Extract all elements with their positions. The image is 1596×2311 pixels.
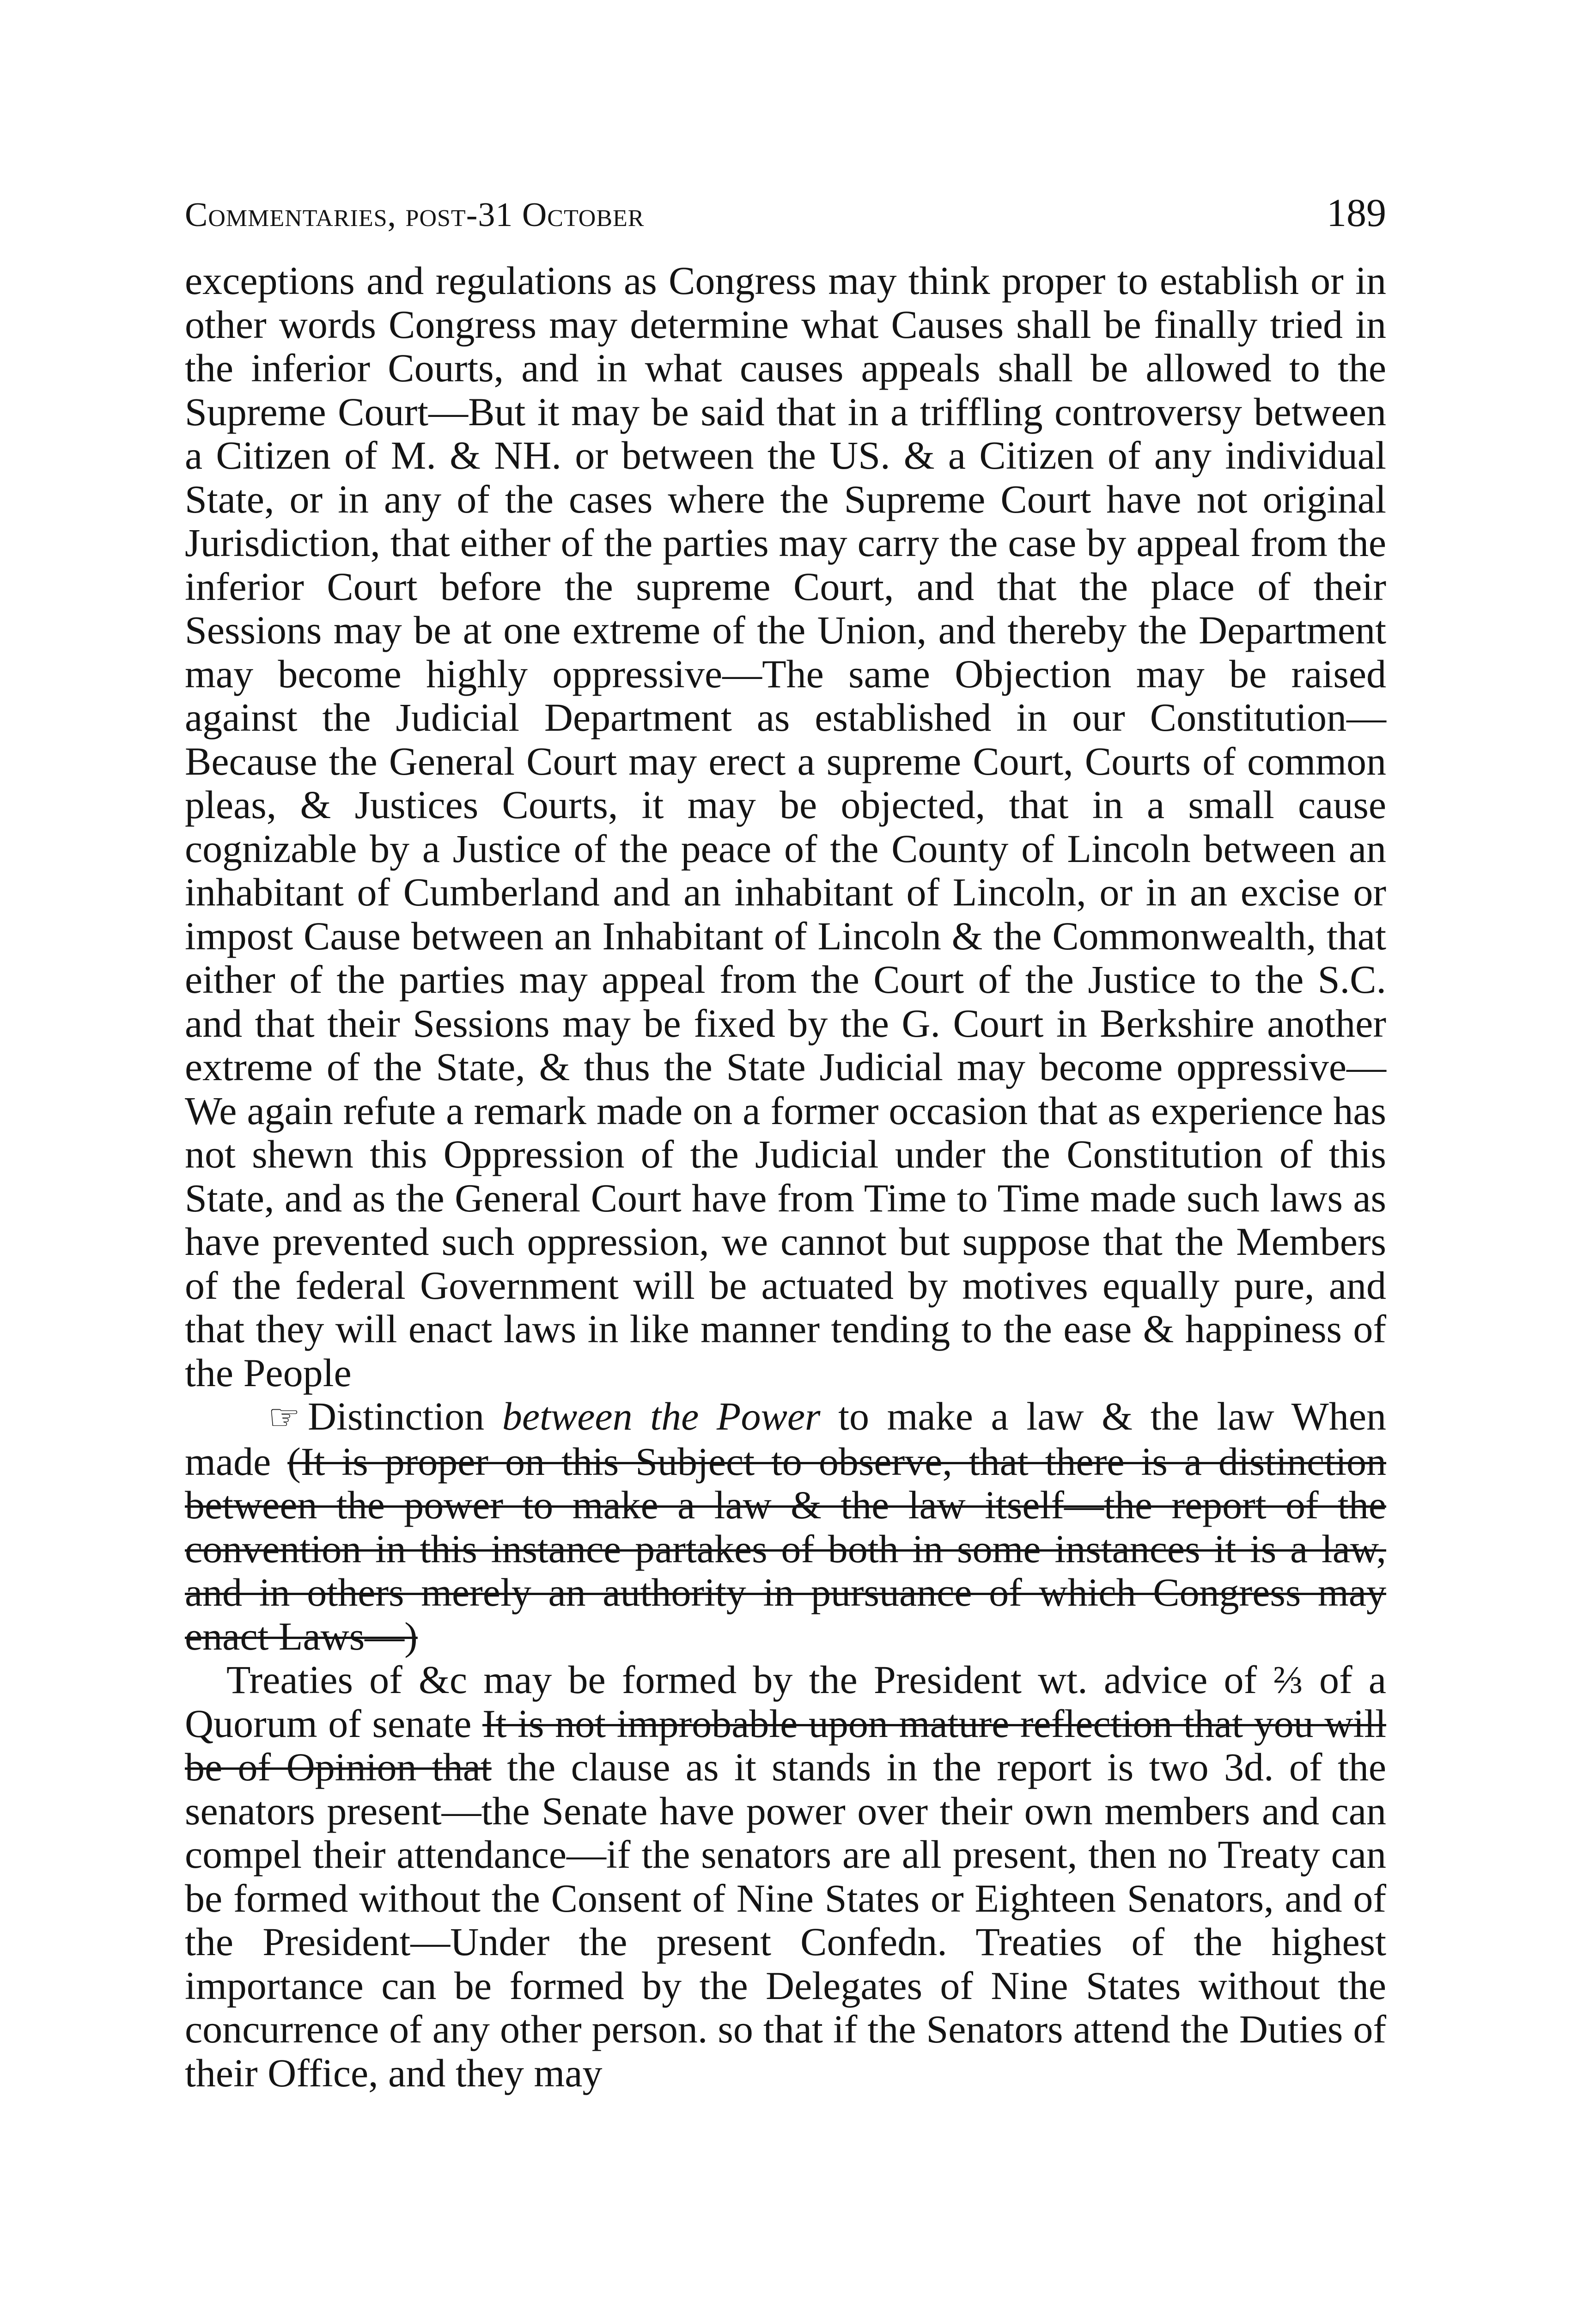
paragraph-2-italic: between the Power [502,1394,821,1438]
page [185,190,1386,2095]
pointing-hand-icon: ☞ [268,1397,300,1437]
paragraph-2-lead: Distinction [307,1394,485,1438]
paragraph-2-rest: to make a law & the law When made [185,1394,1387,1484]
page-number: 189 [1327,190,1386,235]
body-text [185,259,1386,2095]
running-title: Commentaries, post-31 October [185,196,645,234]
running-head [185,190,1386,259]
paragraph-2 [185,1394,1386,1658]
paragraph-3-start: Treaties of &c may be formed by the President wt. advice of ⅔ of a Quorum of senate [185,1657,1386,1746]
paragraph-3-struck-text: It is not improbable upon mature reflection that you will be of Opinion that [185,1701,1387,1789]
paragraph-1: exceptions and regulations as Congress may think proper to establish or in other words Congress may determine what Causes shall be finally tried in the inferior Courts, and in what causes appeals shall be allowed to the Supreme Court—But it may be said that in a triffling controversy between a Citizen of M. & NH. or between the US. & a Citizen of any individual State, or in any of the cases where the Supreme Court have not original Jurisdiction, that either of the parties may carry the case by appeal from the inferior Court before the supreme Court, and that the place of their Sessions may be at one extreme of the Union, and thereby the Department may become highly oppressive—The same Objection may be raised against the Judicial Department as established in our Constitution—Because the General Court may erect a supreme Court, Courts of common pleas, & Justices Courts, it may be objected, that in a small cause cognizable by a Justice of the peace of the County of Lincoln between an inhabitant of Cumberland and an inhabitant of Lincoln, or in an excise or impost Cause between an Inhabitant of Lincoln & the Commonwealth, that either of the parties may appeal from the Court of the Justice to the S.C. and that their Sessions may be fixed by the G. Court in Berkshire another extreme of the State, & thus the State Judicial may become oppressive—We again refute a remark made on a former occasion that as experience has not shewn this Oppression of the Judicial under the Constitution of this State, and as the General Court have from Time to Time made such laws as have prevented such oppression, we cannot but suppose that the Members of the federal Government will be actuated by motives equally pure, and that they will enact laws in like manner tending to the ease & happiness of the People [185,258,1386,1395]
paragraph-3-rest: the clause as it stands in the report is two 3d. of the senators present—the Senate have power over their own members and can compel their attendance—if the senators are all present, then no Treaty can be formed without the Consent of Nine States or Eighteen Senators, and of the President—Under the present Confedn. Treaties of the highest importance can be formed by the Delegates of Nine States without the concurrence of any other person. so that if the Senators attend the Duties of their Office, and they may [185,1745,1387,2095]
paragraph-3 [185,1658,1386,2095]
paragraph-2-struck-text: (It is proper on this Subject to observe, that there is a distinction between the power to make a law & the law itself—the report of the convention in this instance partakes of both in some instances it is a law, and in others merely an authority in pursuance of which Congress may enact Laws—) [185,1439,1387,1658]
